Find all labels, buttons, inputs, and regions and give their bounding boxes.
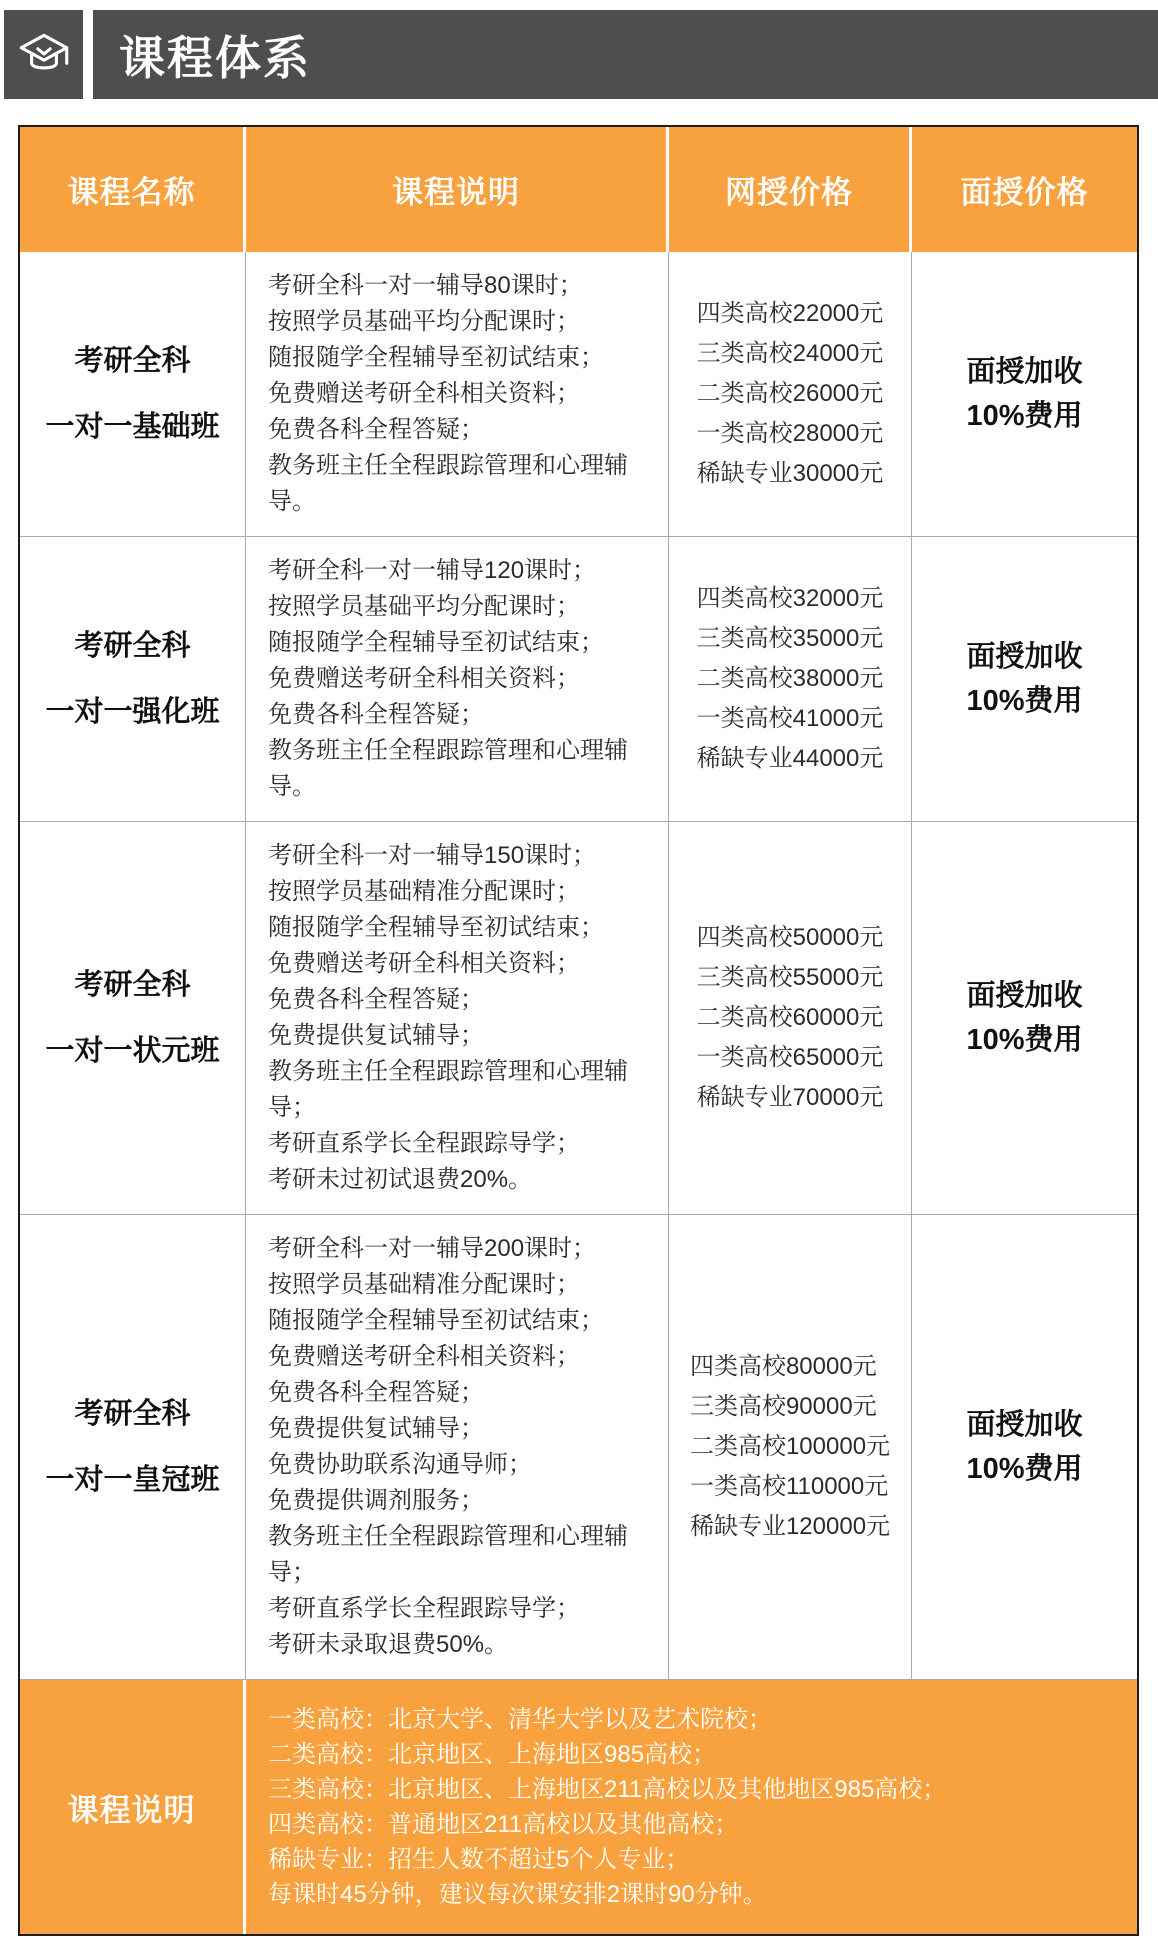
- text-line: 考研直系学长全程跟踪导学；: [268, 1595, 580, 1622]
- text-line: 一对一基础班: [45, 411, 220, 443]
- text-line: 免费提供调剂服务；: [268, 1487, 484, 1514]
- text-line: 一对一强化班: [45, 696, 220, 728]
- text-line: 免费各科全程答疑；: [268, 986, 484, 1013]
- text-line: 考研全科: [74, 629, 191, 662]
- course-name: [20, 537, 246, 821]
- text-line: 考研未过初试退费20%。: [268, 1166, 533, 1193]
- text-line: 一类高校28000元: [696, 420, 884, 447]
- offline-price: [912, 252, 1137, 536]
- course-description: [246, 1215, 669, 1679]
- text-line: 二类高校：北京地区、上海地区985高校；: [268, 1741, 717, 1768]
- online-price: [697, 294, 884, 494]
- text-line: 四类高校80000元: [689, 1353, 877, 1380]
- text-line: 随报随学全程辅导至初试结束；: [268, 629, 604, 656]
- online-price: [690, 1347, 890, 1547]
- text-line: 面授加收: [966, 356, 1083, 388]
- text-line: 教务班主任全程跟踪管理和心理辅导；: [268, 1523, 628, 1586]
- graduation-cap-icon: [13, 24, 75, 86]
- online-price-cell: [669, 252, 912, 536]
- text-line: 二类高校26000元: [696, 380, 884, 407]
- title-bar: [93, 10, 1158, 99]
- text-line: 稀缺专业30000元: [696, 460, 884, 487]
- text-line: 随报随学全程辅导至初试结束；: [268, 344, 604, 371]
- text-line: 考研全科一对一辅导150课时；: [268, 842, 597, 869]
- table-row: [20, 1215, 1137, 1680]
- text-line: 三类高校55000元: [696, 964, 884, 991]
- text-line: 稀缺专业：招生人数不超过5个人专业；: [268, 1846, 690, 1873]
- text-line: 考研直系学长全程跟踪导学；: [268, 1130, 580, 1157]
- text-line: 考研未录取退费50%。: [268, 1631, 509, 1658]
- text-line: 按照学员基础精准分配课时；: [268, 878, 580, 905]
- course-name: [20, 822, 246, 1214]
- text-line: 二类高校38000元: [696, 665, 884, 692]
- text-line: 免费赠送考研全科相关资料；: [268, 665, 580, 692]
- text-line: 稀缺专业120000元: [689, 1513, 891, 1540]
- text-line: 二类高校60000元: [696, 1004, 884, 1031]
- table-row: [20, 537, 1137, 822]
- text-line: 面授加收: [966, 641, 1083, 673]
- table-row: [20, 822, 1137, 1215]
- text-line: 三类高校35000元: [696, 625, 884, 652]
- text-line: 10%费用: [966, 1024, 1083, 1056]
- logo-box: [4, 10, 83, 99]
- text-line: 免费各科全程答疑；: [268, 416, 484, 443]
- text-line: 三类高校90000元: [689, 1393, 877, 1420]
- table-footer-row: [20, 1680, 1137, 1934]
- offline-price: [912, 822, 1137, 1214]
- table-body: [20, 252, 1137, 1680]
- text-line: 四类高校32000元: [696, 585, 884, 612]
- column-header: 网授价格: [669, 127, 912, 252]
- text-line: 考研全科: [74, 344, 191, 377]
- online-price-cell: [669, 537, 912, 821]
- text-line: 教务班主任全程跟踪管理和心理辅导；: [268, 1058, 628, 1121]
- text-line: 按照学员基础平均分配课时；: [268, 308, 580, 335]
- text-line: 三类高校24000元: [696, 340, 884, 367]
- text-line: 四类高校22000元: [696, 300, 884, 327]
- text-line: 考研全科一对一辅导200课时；: [268, 1235, 597, 1262]
- text-line: 稀缺专业44000元: [696, 745, 884, 772]
- text-line: 教务班主任全程跟踪管理和心理辅导。: [268, 737, 628, 800]
- page-title: 课程体系: [119, 31, 311, 84]
- text-line: 10%费用: [966, 685, 1083, 717]
- text-line: 教务班主任全程跟踪管理和心理辅导。: [268, 452, 628, 515]
- table-header-row: [20, 127, 1137, 252]
- text-line: 四类高校50000元: [696, 924, 884, 951]
- text-line: 一类高校65000元: [696, 1044, 884, 1071]
- text-line: 考研全科一对一辅导80课时；: [268, 272, 583, 299]
- text-line: 一类高校110000元: [689, 1473, 889, 1500]
- text-line: 一对一皇冠班: [45, 1464, 220, 1496]
- column-header: 课程说明: [246, 127, 669, 252]
- table-row: [20, 252, 1137, 537]
- text-line: 三类高校：北京地区、上海地区211高校以及其他地区985高校；: [268, 1776, 947, 1803]
- text-line: 免费赠送考研全科相关资料；: [268, 1343, 580, 1370]
- text-line: 免费赠送考研全科相关资料；: [268, 950, 580, 977]
- course-name: [20, 252, 246, 536]
- column-header: 课程名称: [20, 127, 246, 252]
- text-line: 随报随学全程辅导至初试结束；: [268, 1307, 604, 1334]
- text-line: 免费赠送考研全科相关资料；: [268, 380, 580, 407]
- text-line: 随报随学全程辅导至初试结束；: [268, 914, 604, 941]
- course-description: [246, 537, 669, 821]
- page-header: [4, 10, 1158, 99]
- offline-price: [912, 537, 1137, 821]
- text-line: 考研全科一对一辅导120课时；: [268, 557, 597, 584]
- text-line: 面授加收: [966, 1409, 1083, 1441]
- text-line: 四类高校：普通地区211高校以及其他高校；: [268, 1811, 739, 1838]
- text-line: 一类高校：北京大学、清华大学以及艺术院校；: [268, 1706, 772, 1733]
- course-table: [18, 125, 1139, 1936]
- course-name: [20, 1215, 246, 1679]
- text-line: 二类高校100000元: [689, 1433, 891, 1460]
- online-price: [697, 918, 884, 1118]
- online-price-cell: [669, 822, 912, 1214]
- text-line: 10%费用: [966, 1453, 1083, 1485]
- text-line: 按照学员基础精准分配课时；: [268, 1271, 580, 1298]
- text-line: 免费各科全程答疑；: [268, 701, 484, 728]
- text-line: 稀缺专业70000元: [696, 1084, 884, 1111]
- footer-label: 课程说明: [20, 1680, 246, 1934]
- text-line: 按照学员基础平均分配课时；: [268, 593, 580, 620]
- text-line: 一对一状元班: [45, 1035, 220, 1067]
- text-line: 一类高校41000元: [696, 705, 884, 732]
- online-price-cell: [669, 1215, 912, 1679]
- course-notes: [246, 1680, 1137, 1934]
- text-line: 考研全科: [74, 1397, 191, 1430]
- text-line: 考研全科: [74, 968, 191, 1001]
- text-line: 每课时45分钟，建议每次课安排2课时90分钟。: [268, 1881, 767, 1908]
- text-line: 免费提供复试辅导；: [268, 1415, 484, 1442]
- text-line: 10%费用: [966, 400, 1083, 432]
- offline-price: [912, 1215, 1137, 1679]
- text-line: 免费协助联系沟通导师；: [268, 1451, 532, 1478]
- text-line: 免费各科全程答疑；: [268, 1379, 484, 1406]
- column-header: 面授价格: [960, 175, 1089, 210]
- online-price: [697, 579, 884, 779]
- text-line: 免费提供复试辅导；: [268, 1022, 484, 1049]
- course-description: [246, 822, 669, 1214]
- course-description: [246, 252, 669, 536]
- text-line: 面授加收: [966, 980, 1083, 1012]
